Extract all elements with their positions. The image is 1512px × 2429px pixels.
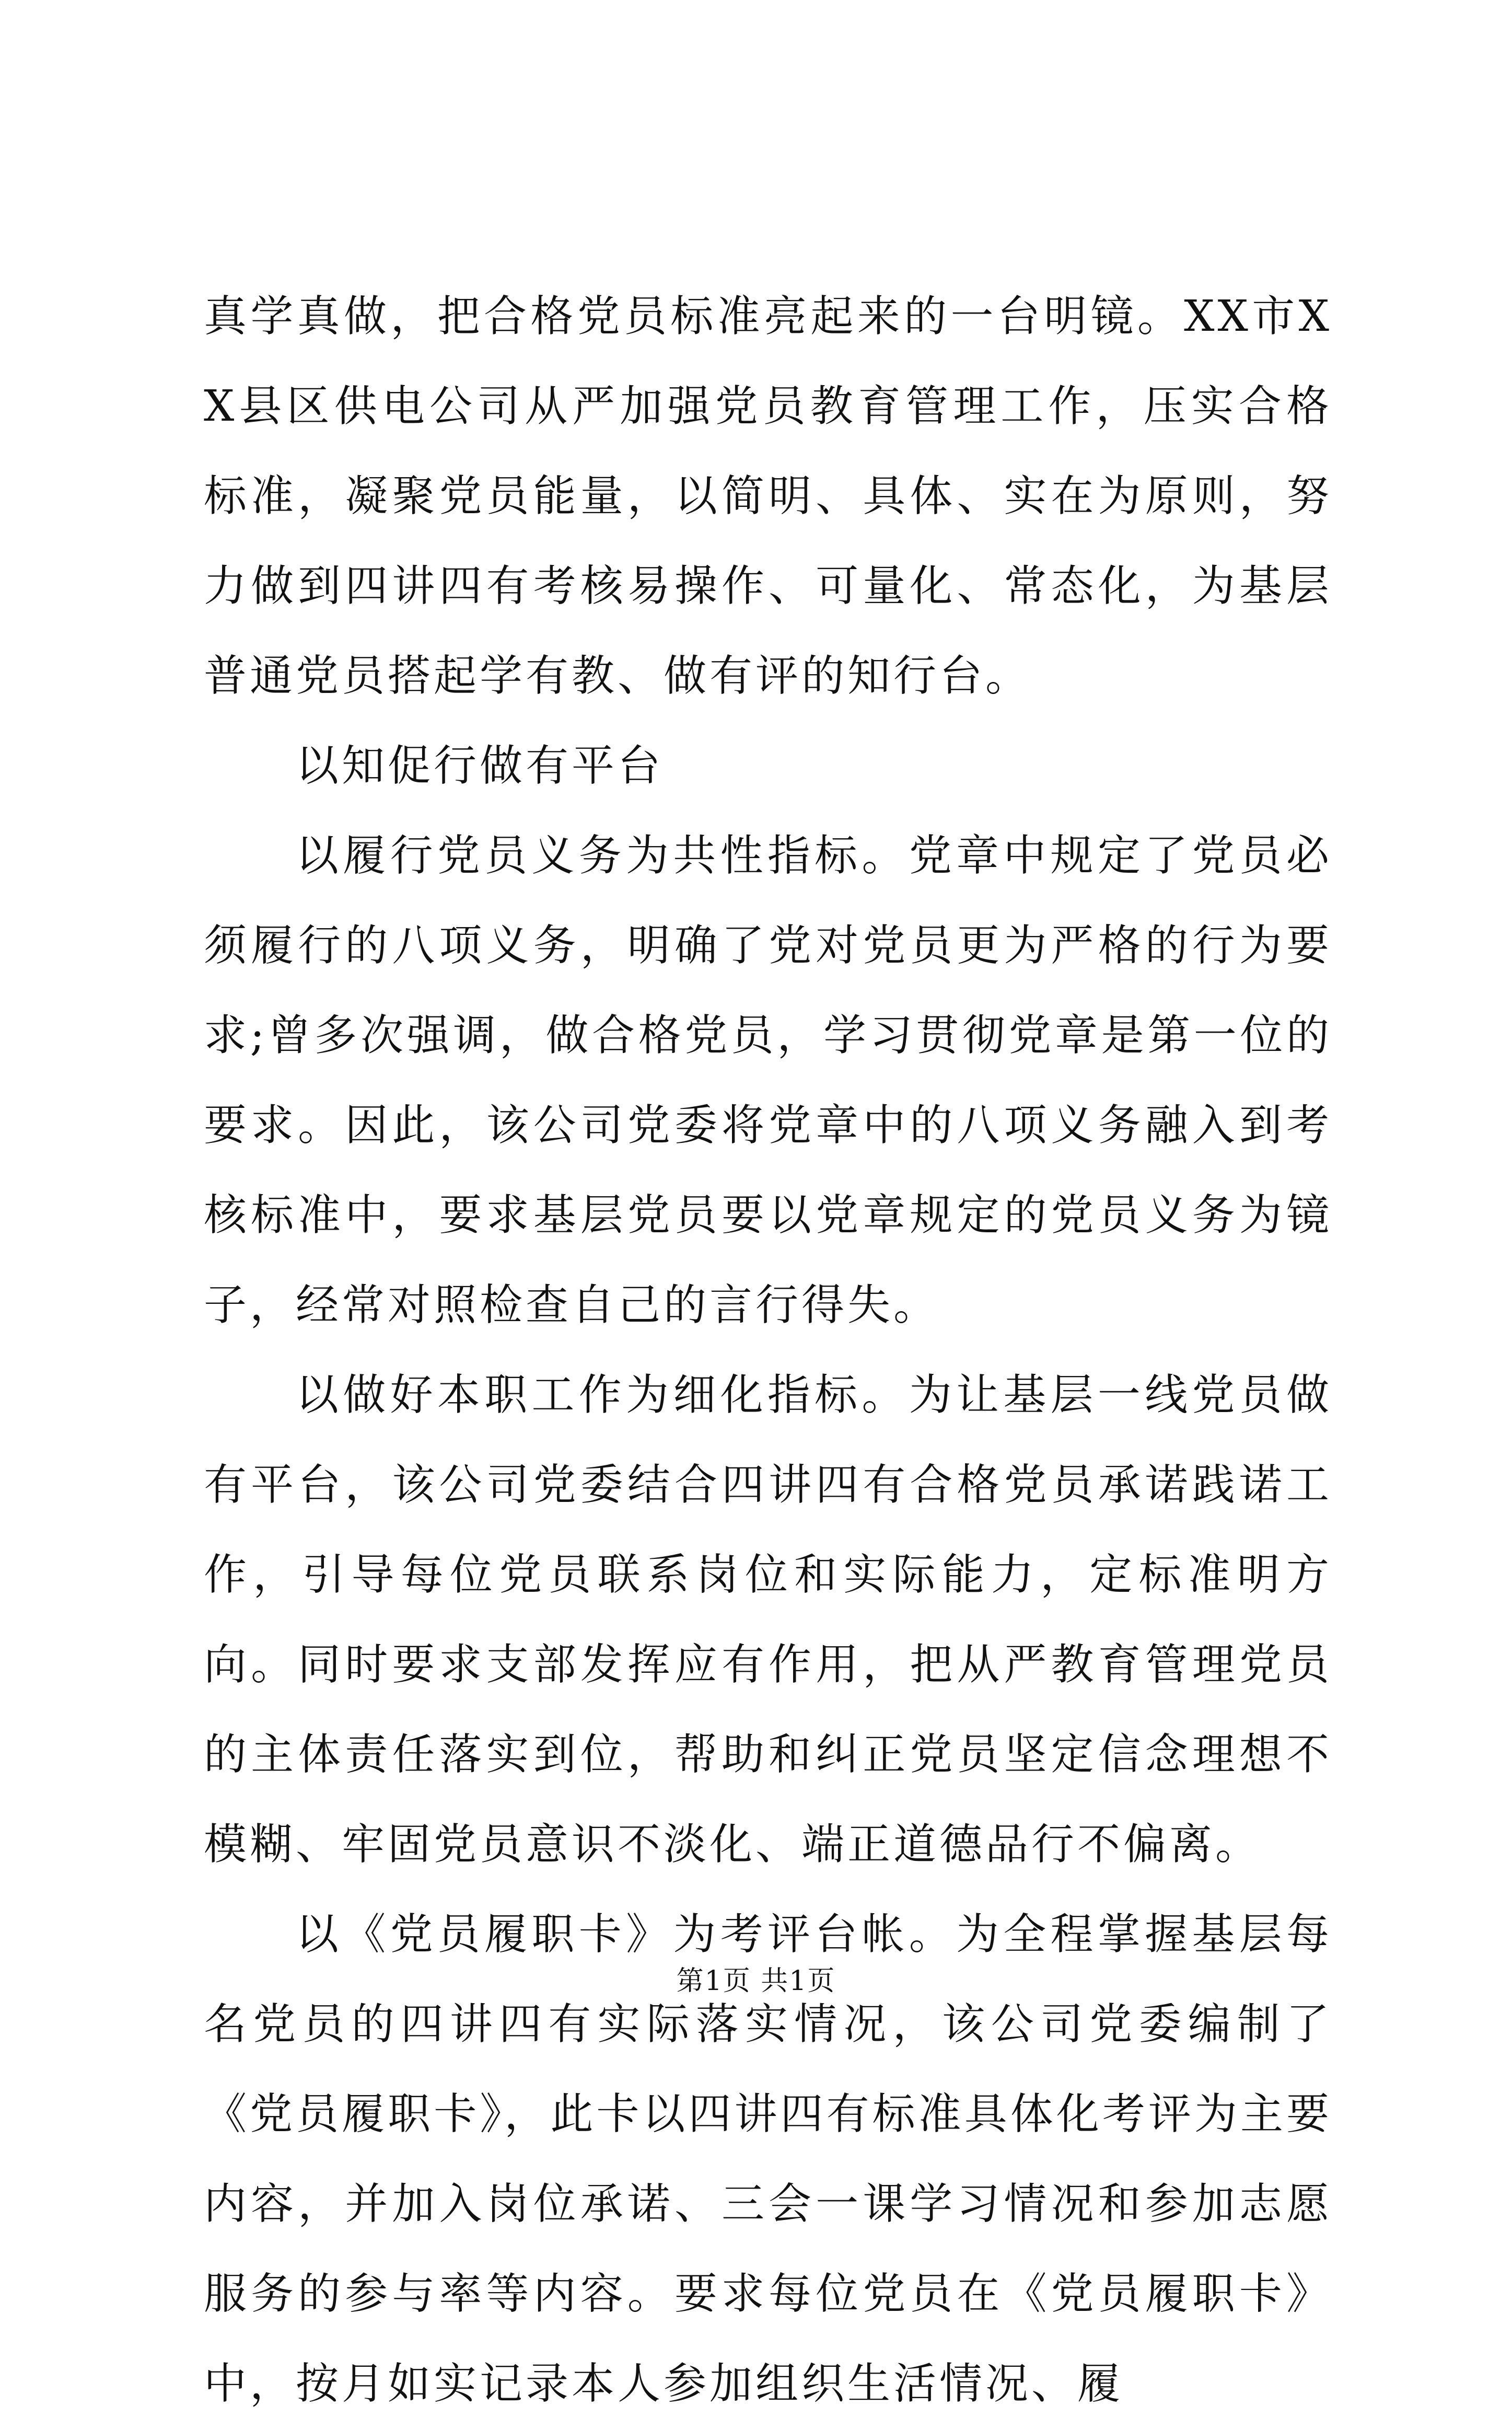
section-heading: 以知促行做有平台 (296, 741, 664, 791)
paragraph-duty-indicator: 以履行党员义务为共性指标。党章中规定了党员必须履行的八项义务，明确了党对党员更为严格的行为要求;曾多次强调，做合格党员，学习贯彻党章是第一位的要求。因此，该公司党委将党章中的八项义务融入到考核标准中，要求基层党员要以党章规定的党员义务为镜子，经常对照检查自己的言行得失。 (204, 831, 1332, 1330)
paragraph-job-indicator: 以做好本职工作为细化指标。为让基层一线党员做有平台，该公司党委结合四讲四有合格党员承诺践诺工作，引导每位党员联系岗位和实际能力，定标准明方向。同时要求支部发挥应有作用，把从严教育管理党员的主体责任落实到位，帮助和纠正党员坚定信念理想不模糊、牢固党员意识不淡化、端正道德品行不偏离。 (204, 1370, 1332, 1869)
document-body (204, 272, 1332, 2429)
paragraph-continuation: 真学真做，把合格党员标准亮起来的一台明镜。XX市XX县区供电公司从严加强党员教育管理工作，压实合格标准，凝聚党员能量，以简明、具体、实在为原则，努力做到四讲四有考核易操作、可量化、常态化，为基层普通党员搭起学有教、做有评的知行台。 (204, 292, 1332, 701)
paragraph-duty-card: 以《党员履职卡》为考评台帐。为全程掌握基层每名党员的四讲四有实际落实情况，该公司党委编制了《党员履职卡》，此卡以四讲四有标准具体化考评为主要内容，并加入岗位承诺、三会一课学习情况和参加志愿服务的参与率等内容。要求每位党员在《党员履职卡》中，按月如实记录本人参加组织生活情况、履 (204, 1910, 1332, 2409)
page-number-footer: 第1页 共1页 (676, 1965, 836, 1997)
